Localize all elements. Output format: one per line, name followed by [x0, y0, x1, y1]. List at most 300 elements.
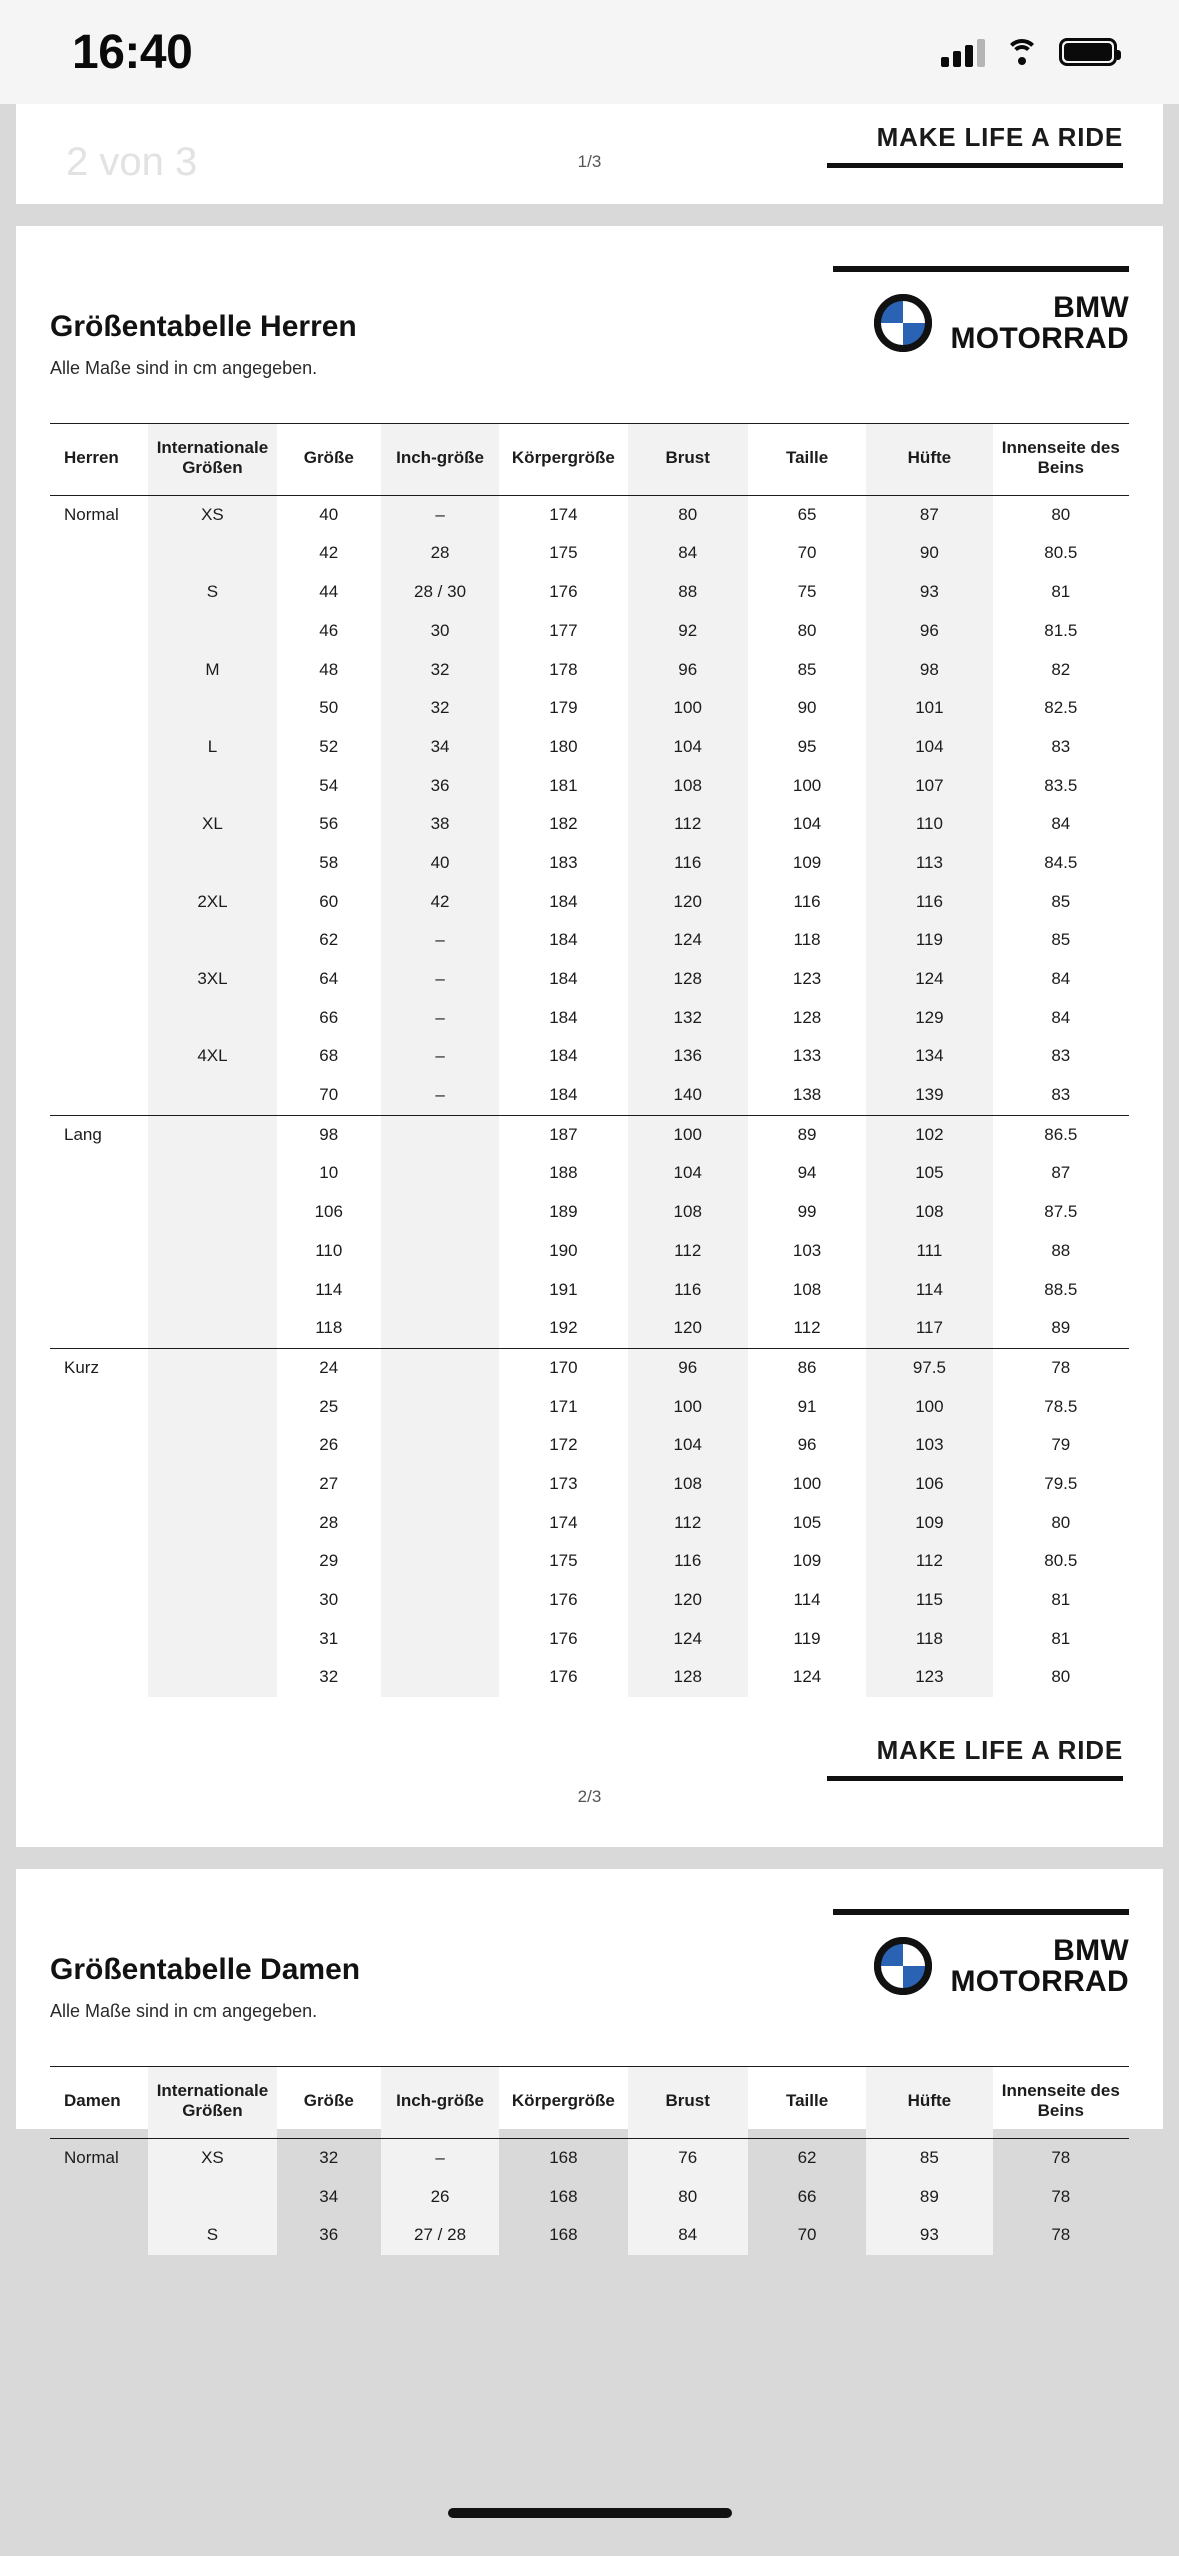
cell-taille: 94 [797, 1163, 817, 1183]
cell-inch-groesse [381, 1232, 499, 1271]
cell-koerpergroesse: 173 [549, 1473, 578, 1493]
cell-taille: 75 [797, 582, 817, 602]
cell-taille: 104 [792, 814, 822, 834]
cell-groesse: 29 [319, 1551, 339, 1571]
cell-huefte: 105 [866, 1154, 992, 1193]
cell-internationale-groessen [148, 1232, 276, 1271]
th-huefte: Hüfte [866, 424, 992, 496]
cell-internationale-groessen [148, 844, 276, 883]
cell-group [50, 1388, 148, 1427]
cell-huefte: 116 [866, 883, 992, 922]
document-header-damen [50, 1909, 1129, 2022]
cell-koerpergroesse: 182 [549, 814, 578, 834]
cell-groesse: 98 [277, 1115, 381, 1154]
cell-brust: 84 [628, 534, 748, 573]
cell-internationale-groessen: S [148, 2216, 276, 2255]
cell-koerpergroesse: 176 [549, 1628, 578, 1648]
document-footer [50, 1735, 1129, 1821]
cell-innenseite: 80.5 [1044, 543, 1078, 563]
cell-internationale-groessen [148, 1504, 276, 1543]
cell-brust: 76 [628, 2138, 748, 2177]
page-subtitle-damen: Alle Maße sind in cm angegeben. [50, 2001, 318, 2022]
cell-taille: 133 [792, 1046, 822, 1066]
cell-group [50, 844, 148, 883]
table-row [50, 1115, 1129, 1154]
cell-inch-groesse [381, 1581, 499, 1620]
cell-taille: 103 [792, 1240, 822, 1260]
cell-brust: 108 [628, 1193, 748, 1232]
brand-block [833, 266, 1129, 354]
cell-brust: 104 [628, 728, 748, 767]
cell-group [50, 1542, 148, 1581]
table-row [50, 883, 1129, 922]
cell-brust: 120 [628, 1581, 748, 1620]
cell-koerpergroesse: 188 [549, 1163, 578, 1183]
table-row [50, 1658, 1129, 1697]
cell-huefte: 93 [866, 573, 992, 612]
cell-groesse: 64 [319, 969, 339, 989]
cell-taille: 112 [793, 1318, 821, 1338]
cell-koerpergroesse: 184 [549, 1046, 578, 1066]
cell-groesse: 10 [319, 1163, 339, 1183]
cell-innenseite: 82.5 [1044, 698, 1078, 718]
page-subtitle: Alle Maße sind in cm angegeben. [50, 358, 318, 378]
cell-innenseite: 85 [1051, 930, 1071, 950]
cell-huefte: 101 [866, 689, 992, 728]
cell-innenseite: 84 [1051, 969, 1071, 989]
wifi-icon [1005, 39, 1039, 65]
cell-groesse: 70 [319, 1085, 339, 1105]
table-row [50, 1232, 1129, 1271]
cell-groesse: 66 [319, 1007, 339, 1027]
cell-inch-groesse [381, 1465, 499, 1504]
th-damen: Damen [50, 2067, 148, 2139]
cell-brust: 100 [628, 1388, 748, 1427]
cell-group [50, 689, 148, 728]
cell-taille: 119 [793, 1628, 821, 1648]
cell-innenseite: 89 [1051, 1318, 1071, 1338]
cell-huefte: 107 [866, 767, 992, 806]
cell-internationale-groessen [148, 1115, 276, 1154]
table-row [50, 921, 1129, 960]
cell-groesse: 24 [277, 1348, 381, 1387]
cell-internationale-groessen: 2XL [148, 883, 276, 922]
bmw-roundel-icon [874, 294, 932, 352]
cell-brust: 120 [628, 883, 748, 922]
document-scroll-area[interactable] [0, 104, 1179, 2470]
table-row [50, 1076, 1129, 1115]
cell-internationale-groessen [148, 1581, 276, 1620]
table-row [50, 1193, 1129, 1232]
bmw-roundel-icon [874, 1937, 932, 1995]
cell-internationale-groessen [148, 689, 276, 728]
cell-taille: 89 [748, 1115, 866, 1154]
cell-group [50, 1193, 148, 1232]
cell-groesse: 50 [319, 698, 339, 718]
cell-taille: 109 [792, 852, 822, 872]
table-header-row [50, 424, 1129, 496]
cell-koerpergroesse: 179 [549, 698, 578, 718]
cell-groesse: 36 [319, 2225, 339, 2245]
cell-huefte: 104 [866, 728, 992, 767]
tagline-bottom [827, 1735, 1123, 1781]
cell-innenseite: 82 [1051, 659, 1071, 679]
table-row [50, 1620, 1129, 1659]
cell-taille: 80 [797, 620, 817, 640]
cell-innenseite: 80 [1051, 1667, 1071, 1687]
cell-taille: 108 [792, 1279, 822, 1299]
table-row [50, 1388, 1129, 1427]
cell-huefte: 102 [866, 1115, 992, 1154]
cell-brust: 128 [628, 1658, 748, 1697]
cell-inch-groesse: 42 [381, 883, 499, 922]
cell-koerpergroesse: 192 [549, 1318, 578, 1338]
table-row [50, 495, 1129, 534]
th-groesse: Größe [277, 2067, 381, 2139]
cell-groesse: 60 [319, 891, 339, 911]
cell-inch-groesse: 36 [381, 767, 499, 806]
cell-groesse: 106 [314, 1202, 343, 1222]
tagline-text: MAKE LIFE A RIDE [876, 122, 1123, 152]
status-indicators [941, 37, 1117, 67]
cell-koerpergroesse: 176 [549, 582, 578, 602]
cell-internationale-groessen [148, 767, 276, 806]
cell-brust: 132 [628, 999, 748, 1038]
cell-inch-groesse [381, 1309, 499, 1348]
cell-brust: 80 [628, 2178, 748, 2217]
cell-koerpergroesse: 184 [549, 969, 578, 989]
cell-group [50, 1426, 148, 1465]
cell-koerpergroesse: 183 [549, 852, 578, 872]
cell-brust: 92 [628, 612, 748, 651]
cell-innenseite: 78 [1051, 2147, 1071, 2167]
cell-brust: 84 [628, 2216, 748, 2255]
cell-innenseite: 78 [1051, 2225, 1071, 2245]
document-header [50, 266, 1129, 379]
cell-brust: 124 [628, 921, 748, 960]
cell-innenseite: 83 [1051, 1046, 1071, 1066]
cell-groesse: 31 [319, 1628, 339, 1648]
home-indicator[interactable] [0, 2470, 1179, 2556]
th-inch-groesse: Inch-größe [381, 424, 499, 496]
cell-group [50, 573, 148, 612]
cell-koerpergroesse: 184 [549, 1085, 578, 1105]
cell-groesse: 56 [319, 814, 339, 834]
cell-group [50, 2216, 148, 2255]
table-header-row [50, 2067, 1129, 2139]
cell-groesse: 27 [319, 1473, 339, 1493]
cell-internationale-groessen [148, 1542, 276, 1581]
cell-internationale-groessen: M [148, 651, 276, 690]
tagline-top [827, 122, 1123, 168]
cell-taille: 124 [792, 1667, 822, 1687]
cell-groesse: 48 [319, 659, 339, 679]
table-row [50, 2178, 1129, 2217]
table-row [50, 960, 1129, 999]
cell-koerpergroesse: 171 [549, 1396, 578, 1416]
brand-rule [833, 1909, 1129, 1915]
cell-inch-groesse [381, 1348, 499, 1387]
cell-groesse: 25 [319, 1396, 339, 1416]
cell-huefte: 117 [866, 1309, 992, 1348]
cell-inch-groesse: – [381, 2138, 499, 2177]
cell-huefte: 115 [866, 1581, 992, 1620]
cell-innenseite: 80 [1051, 504, 1071, 524]
cell-huefte: 114 [866, 1271, 992, 1310]
brand-line-2: MOTORRAD [950, 322, 1129, 356]
cell-internationale-groessen [148, 1465, 276, 1504]
cell-taille: 86 [748, 1348, 866, 1387]
cell-group [50, 1620, 148, 1659]
cell-huefte: 110 [866, 805, 992, 844]
cell-brust: 96 [628, 651, 748, 690]
cell-innenseite: 80 [1051, 1512, 1071, 1532]
th-brust: Brust [628, 424, 748, 496]
th-inch-groesse: Inch-größe [381, 2067, 499, 2139]
status-bar [0, 0, 1179, 104]
cell-group [50, 883, 148, 922]
brand-line-1: BMW [1053, 1934, 1129, 1968]
cell-innenseite: 84.5 [1044, 852, 1078, 872]
cell-innenseite: 85 [1051, 891, 1071, 911]
cell-koerpergroesse: 181 [549, 775, 578, 795]
cell-innenseite: 83 [1051, 736, 1071, 756]
cell-inch-groesse [381, 1154, 499, 1193]
table-row [50, 689, 1129, 728]
cell-inch-groesse [381, 1504, 499, 1543]
cell-huefte: 85 [866, 2138, 992, 2177]
th-innenseite-des-beins: Innenseite des Beins [993, 424, 1129, 496]
cell-groesse: 110 [315, 1240, 343, 1260]
cell-group [50, 767, 148, 806]
previous-page[interactable] [16, 104, 1163, 204]
cell-inch-groesse: 34 [381, 728, 499, 767]
cell-group: Lang [50, 1115, 148, 1154]
cell-groesse: 54 [319, 775, 339, 795]
cell-huefte: 123 [866, 1658, 992, 1697]
cell-huefte: 103 [866, 1426, 992, 1465]
table-row [50, 1465, 1129, 1504]
cell-inch-groesse: 40 [381, 844, 499, 883]
cell-brust: 120 [628, 1309, 748, 1348]
cell-koerpergroesse: 189 [549, 1202, 578, 1222]
cell-inch-groesse [381, 1388, 499, 1427]
cell-huefte: 109 [866, 1504, 992, 1543]
table-head [50, 424, 1129, 496]
cell-koerpergroesse: 174 [549, 504, 578, 524]
brand-line-2: MOTORRAD [950, 1965, 1129, 1999]
cell-internationale-groessen [148, 1309, 276, 1348]
cell-koerpergroesse: 190 [549, 1240, 578, 1260]
table-row [50, 844, 1129, 883]
th-herren: Herren [50, 424, 148, 496]
cell-inch-groesse [381, 1542, 499, 1581]
cell-innenseite: 81.5 [1044, 620, 1078, 640]
cell-huefte: 129 [866, 999, 992, 1038]
cell-huefte: 97.5 [866, 1348, 992, 1387]
cell-innenseite: 81 [1051, 1590, 1071, 1610]
signal-bars-icon [941, 37, 985, 67]
cell-koerpergroesse: 175 [549, 1551, 578, 1571]
cell-koerpergroesse: 180 [549, 736, 578, 756]
cell-inch-groesse [381, 1620, 499, 1659]
cell-taille: 105 [792, 1512, 822, 1532]
cell-group [50, 728, 148, 767]
cell-inch-groesse: – [381, 1037, 499, 1076]
cell-taille: 90 [797, 698, 817, 718]
th-taille: Taille [748, 424, 866, 496]
brand-name [950, 292, 1129, 354]
cell-innenseite: 78.5 [1044, 1396, 1078, 1416]
table-row [50, 651, 1129, 690]
cell-koerpergroesse: 187 [499, 1115, 627, 1154]
cell-taille: 96 [797, 1435, 817, 1455]
cell-brust: 112 [628, 805, 748, 844]
cell-taille: 85 [797, 659, 817, 679]
cell-group [50, 1271, 148, 1310]
cell-huefte: 113 [866, 844, 992, 883]
cell-innenseite: 83 [1051, 1085, 1071, 1105]
table-row [50, 573, 1129, 612]
cell-huefte: 111 [866, 1232, 992, 1271]
table-row [50, 534, 1129, 573]
title-block [50, 266, 357, 379]
cell-group [50, 1076, 148, 1115]
cell-huefte: 134 [866, 1037, 992, 1076]
cell-internationale-groessen [148, 1154, 276, 1193]
cell-internationale-groessen [148, 999, 276, 1038]
table-row [50, 1581, 1129, 1620]
cell-taille: 91 [797, 1396, 817, 1416]
cell-innenseite: 88.5 [1044, 1279, 1078, 1299]
cell-taille: 65 [797, 504, 817, 524]
cell-taille: 114 [793, 1590, 821, 1610]
cell-group [50, 1658, 148, 1697]
cell-innenseite: 84 [1051, 814, 1071, 834]
cell-internationale-groessen [148, 1193, 276, 1232]
th-taille: Taille [748, 2067, 866, 2139]
cell-groesse: 42 [319, 543, 339, 563]
cell-brust: 88 [628, 573, 748, 612]
page-herren[interactable] [16, 226, 1163, 1847]
cell-internationale-groessen: XS [148, 495, 276, 534]
cell-group: Normal [64, 2147, 119, 2167]
cell-inch-groesse: – [381, 960, 499, 999]
table-row [50, 2138, 1129, 2177]
th-koerpergroesse: Körpergröße [499, 2067, 627, 2139]
cell-groesse: 26 [319, 1435, 339, 1455]
cell-internationale-groessen [148, 1620, 276, 1659]
cell-inch-groesse [381, 1426, 499, 1465]
cell-huefte: 93 [866, 2216, 992, 2255]
page-number: 2/3 [577, 1787, 602, 1807]
cell-taille: 95 [797, 736, 817, 756]
table-row [50, 999, 1129, 1038]
cell-group [50, 651, 148, 690]
tagline-text: MAKE LIFE A RIDE [876, 1735, 1123, 1766]
table-row [50, 1309, 1129, 1348]
cell-brust: 100 [628, 689, 748, 728]
cell-innenseite: 86.5 [993, 1115, 1129, 1154]
cell-taille: 123 [792, 969, 822, 989]
cell-brust: 116 [628, 1271, 748, 1310]
table-head-damen [50, 2067, 1129, 2139]
brand-line-1: BMW [1053, 291, 1129, 324]
table-row [50, 1542, 1129, 1581]
cell-taille: 70 [797, 543, 817, 563]
cell-group [50, 2178, 148, 2217]
cell-groesse: 44 [319, 582, 339, 602]
cell-brust: 104 [628, 1426, 748, 1465]
cell-group [50, 1037, 148, 1076]
cell-huefte: 90 [866, 534, 992, 573]
page-damen[interactable] [16, 1869, 1163, 2245]
cell-huefte: 106 [866, 1465, 992, 1504]
cell-innenseite: 79.5 [1044, 1473, 1078, 1493]
page-title-damen: Größentabelle Damen [50, 1953, 361, 1987]
cell-internationale-groessen [148, 2178, 276, 2217]
cell-koerpergroesse: 191 [549, 1279, 578, 1299]
cell-inch-groesse [381, 1658, 499, 1697]
cell-group: Kurz [50, 1348, 148, 1387]
cell-groesse: 28 [319, 1512, 339, 1532]
brand-block-damen [833, 1909, 1129, 1997]
cell-internationale-groessen: S [148, 573, 276, 612]
cell-innenseite: 78 [1051, 2186, 1071, 2206]
cell-group [50, 1465, 148, 1504]
cell-groesse: 52 [319, 736, 339, 756]
cell-inch-groesse: 32 [381, 651, 499, 690]
table-row [50, 1426, 1129, 1465]
cell-groesse: 118 [315, 1318, 343, 1338]
cell-inch-groesse: 28 [381, 534, 499, 573]
cell-inch-groesse: – [381, 1076, 499, 1115]
title-block-damen [50, 1909, 360, 2022]
table-row [50, 1037, 1129, 1076]
th-groesse: Größe [277, 424, 381, 496]
brand-rule [833, 266, 1129, 272]
cell-koerpergroesse: 174 [549, 1512, 578, 1532]
cell-brust: 80 [628, 495, 748, 534]
cell-groesse: 68 [319, 1046, 339, 1066]
cell-taille: 70 [797, 2225, 817, 2245]
cell-koerpergroesse: 184 [549, 930, 578, 950]
cell-taille: 128 [792, 1007, 822, 1027]
table-row [50, 805, 1129, 844]
previous-page-number: 1/3 [577, 152, 602, 171]
cell-group [50, 921, 148, 960]
cell-innenseite: 79 [1051, 1435, 1071, 1455]
cell-taille: 66 [797, 2186, 817, 2206]
cell-taille: 100 [792, 1473, 822, 1493]
cell-huefte: 96 [866, 612, 992, 651]
tagline-rule [827, 1776, 1123, 1781]
table-row [50, 612, 1129, 651]
cell-inch-groesse [381, 1193, 499, 1232]
cell-innenseite: 81 [1051, 582, 1071, 602]
cell-huefte: 139 [866, 1076, 992, 1115]
cell-brust: 116 [628, 1542, 748, 1581]
cell-koerpergroesse: 168 [549, 2147, 578, 2167]
cell-group [50, 1232, 148, 1271]
cell-koerpergroesse: 168 [549, 2186, 578, 2206]
cell-inch-groesse: – [381, 495, 499, 534]
cell-taille: 100 [792, 775, 822, 795]
cell-group [50, 1309, 148, 1348]
cell-inch-groesse [381, 1115, 499, 1154]
cell-huefte: 124 [866, 960, 992, 999]
cell-innenseite: 87.5 [1044, 1202, 1078, 1222]
